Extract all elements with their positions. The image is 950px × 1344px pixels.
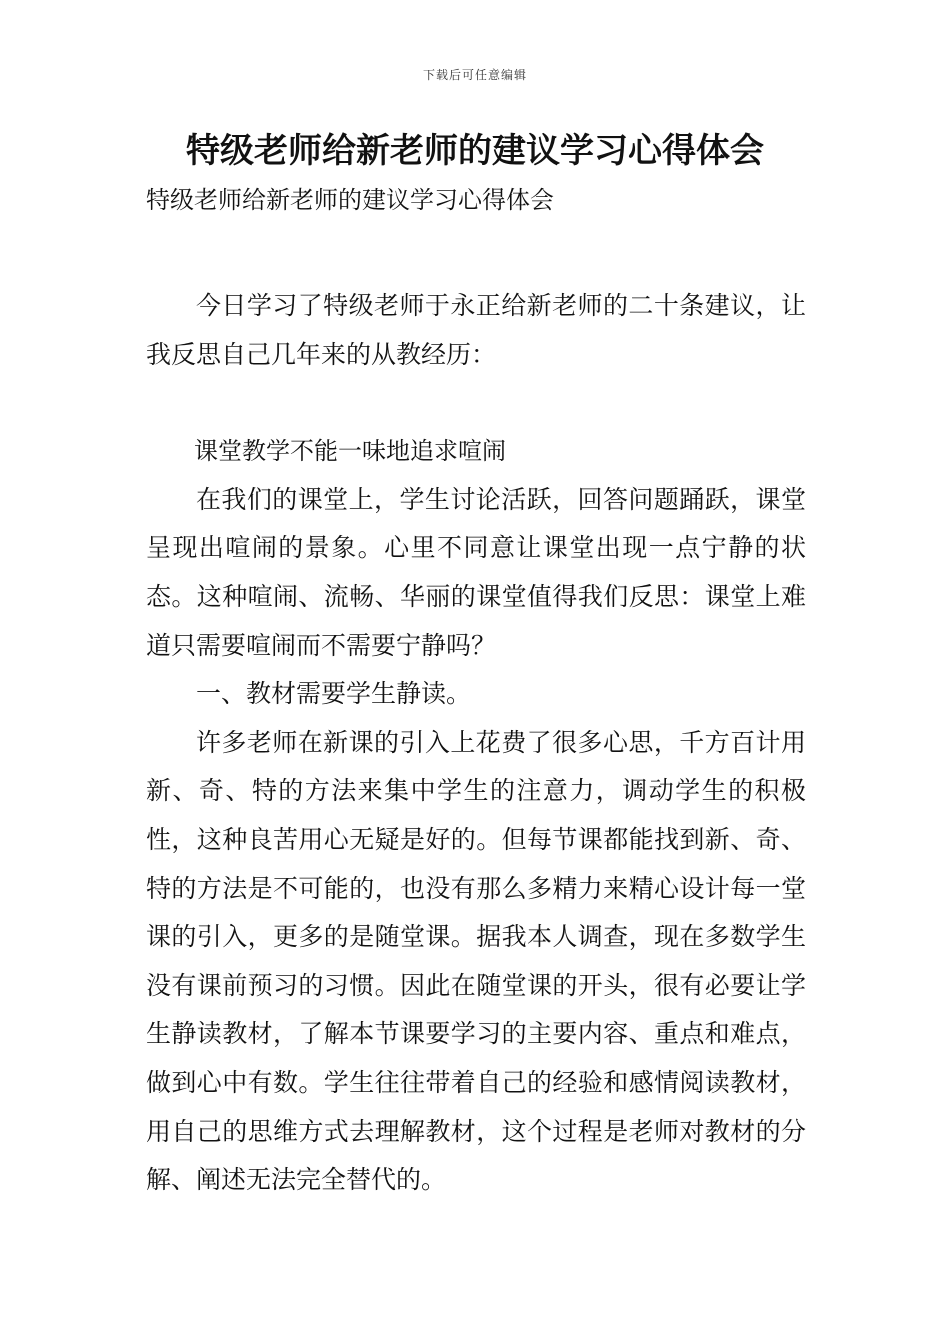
paragraph-intro: 今日学习了特级老师于永正给新老师的二十条建议，让我反思自己几年来的从教经历： [146, 291, 806, 369]
document-body [146, 282, 806, 1205]
paragraph-classroom: 在我们的课堂上，学生讨论活跃，回答问题踊跃，课堂呈现出喧闹的景象。心里不同意让课堂出现一点宁静的状态。这种喧闹、流畅、华丽的课堂值得我们反思：课堂上难道只需要喧闹而不需要宁静吗？ [146, 484, 806, 660]
subheading-textbook: 一、教材需要学生静读。 [196, 679, 472, 709]
document-subtitle: 特级老师给新老师的建议学习心得体会 [146, 186, 554, 214]
section-heading: 课堂教学不能一味地追求喧闹 [194, 437, 506, 466]
header-note: 下载后可任意编辑 [422, 68, 527, 82]
paragraph-quiet-reading: 许多老师在新课的引入上花费了很多心思，千方百计用新、奇、特的方法来集中学生的注意力，调动学生的积极性，这种良苦用心无疑是好的。但每节课都能找到新、奇、特的方法是不可能的，也没有那么多精力来精心设计每一堂课的引入，更多的是随堂课。据我本人调查，现在多数学生没有课前预习的习惯。因此在随堂课的开头，很有必要让学生静读教材，了解本节课要学习的主要内容、重点和难点，做到心中有数。学生往往带着自己的经验和感情阅读教材，用自己的思维方式去理解教材，这个过程是老师对教材的分解、阐述无法完全替代的。 [146, 727, 806, 1195]
document-title: 特级老师给新老师的建议学习心得体会 [186, 131, 764, 171]
